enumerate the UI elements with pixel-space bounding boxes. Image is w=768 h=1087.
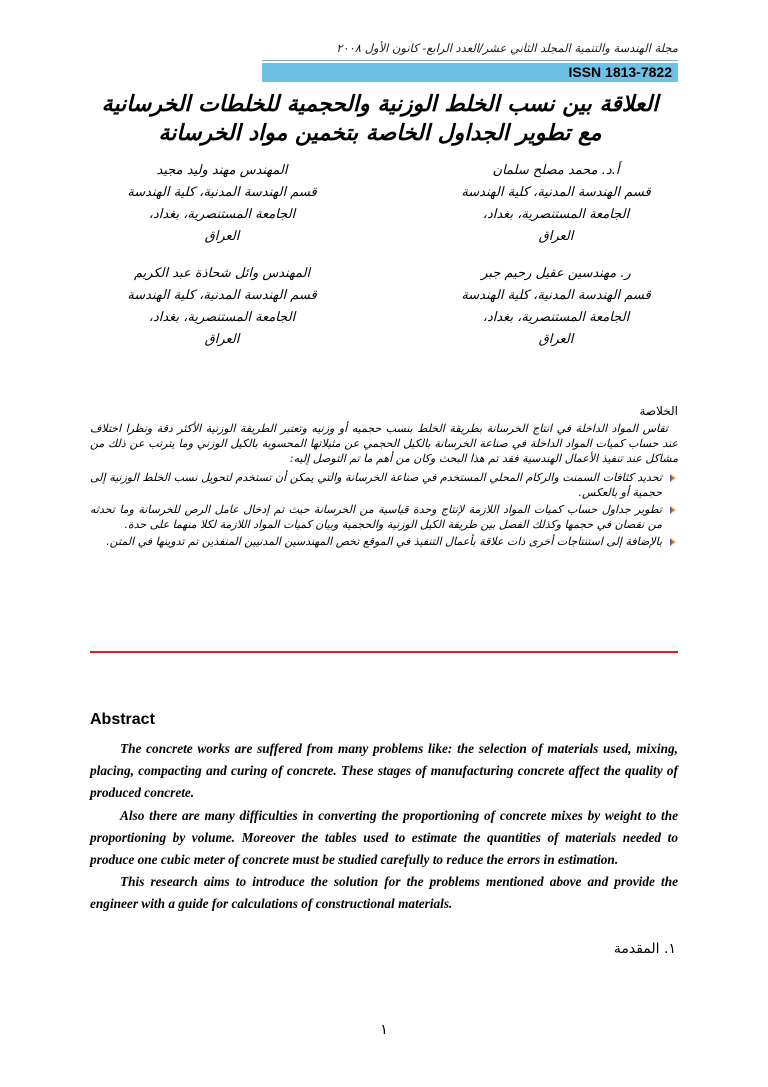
abstract-paragraph: Also there are many difficulties in converting the proportioning of concrete mixes by weight to the proportioning by volume. Moreover the tables used to estimate the quantities of materials needed to produce one cubic meter of concrete must be studied carefully to reduce the errors in estimation. (90, 807, 678, 868)
author-university: الجامعة المستنصرية، بغداد، (482, 207, 630, 222)
abstract-heading: Abstract (90, 711, 155, 728)
issn-number: ISSN 1813-7822 (568, 64, 672, 80)
author-department: قسم الهندسة المدنية، كلية الهندسة (461, 185, 651, 200)
arrow-bullet-icon (668, 473, 678, 483)
introduction-heading: ١. المقدمة (613, 941, 676, 957)
author-name: ر. مهندسين عقيل رحيم جبر (481, 266, 631, 281)
summary-paragraph (90, 421, 678, 467)
arrow-bullet-icon (668, 537, 678, 547)
author-university: الجامعة المستنصرية، بغداد، (148, 207, 296, 222)
author-department: قسم الهندسة المدنية، كلية الهندسة (127, 185, 317, 200)
list-item (90, 470, 678, 501)
abstract-body (90, 738, 678, 916)
paper-title-line-2: مع تطوير الجداول الخاصة بتخمين مواد الخرسانة (158, 120, 602, 146)
arrow-bullet-icon (668, 505, 678, 515)
author-country: العراق (204, 332, 240, 347)
issn-bar (262, 63, 678, 82)
author-name: المهندس مهند وليد مجيد (156, 163, 288, 178)
list-item (90, 502, 678, 533)
abstract-paragraph: The concrete works are suffered from many problems like: the selection of materials used, mixing, placing, compacting and curing of concrete. These stages of manufacturing concrete affect the quality of produced concrete. (90, 741, 678, 801)
author-department: قسم الهندسة المدنية، كلية الهندسة (461, 288, 651, 303)
summary-heading: الخلاصة (639, 404, 678, 418)
author-name: أ.د. محمد مصلح سلمان (492, 163, 620, 178)
bullet-text: بالإضافة إلى استنتاجات أخرى ذات علاقة بأعمال التنفيذ في الموقع تخص المهندسين المدنيين المنفذين تم تدوينها في المتن. (106, 534, 662, 548)
author-block-1 (406, 160, 706, 248)
author-name: المهندس وائل شحاذة عبد الكريم (133, 266, 311, 281)
page-number: ١ (380, 1022, 388, 1038)
author-country: العراق (538, 229, 574, 244)
bullet-text: تطوير جداول حساب كميات المواد اللازمة لإنتاج وحدة قياسية من الخرسانة حيث تم إدخال عامل الرص للخرسانة وما تحدثه من نقصان في حجمها وكذلك الفصل بين طريقة الكيل الوزنية والحجمية وبيان كميات المواد اللازمة لكلا منهما على حدة. (90, 502, 662, 532)
author-block-3 (406, 263, 706, 351)
author-university: الجامعة المستنصرية، بغداد، (482, 310, 630, 325)
author-university: الجامعة المستنصرية، بغداد، (148, 310, 296, 325)
section-divider (90, 651, 678, 653)
author-department: قسم الهندسة المدنية، كلية الهندسة (127, 288, 317, 303)
summary-bullet-list (90, 470, 678, 550)
journal-citation: مجلة الهندسة والتنمية المجلد الثاني عشر/العدد الرابع- كانون الأول ٢٠٠٨ (336, 41, 678, 55)
bullet-text: تحديد كثافات السمنت والركام المحلي المستخدم في صناعة الخرسانة والتي يمكن أن تستخدم لتحويل نسب الخلط الوزنية إلى حجمية أو بالعكس. (90, 471, 662, 500)
list-item (90, 534, 678, 549)
abstract-paragraph: This research aims to introduce the solution for the problems mentioned above and provide the engineer with a guide for calculations of constructional materials. (90, 874, 678, 912)
author-block-2 (72, 160, 372, 248)
paper-title-line-1: العلاقة بين نسب الخلط الوزنية والحجمية للخلطات الخرسانية (101, 91, 659, 117)
header-divider (262, 60, 678, 61)
author-block-4 (72, 263, 372, 351)
author-country: العراق (204, 229, 240, 244)
summary-text: تقاس المواد الداخلة في انتاج الخرسانة بطريقة الخلط بنسب حجميه أو وزنيه وتعتبر الطريقة الوزنية الأكثر دقة ونظرا اختلاف عند حساب كميات المواد الداخلة في صناعة الخرسانة بالكيل الحجمي عن مثيلاتها المحسوبة بالكيل الوزني وما يترتب عن ذلك من مشاكل عند تنفيذ الأعمال الهندسية فقد تم هذا البحث وكان من أهم ما تم التوصل إليه: (90, 422, 678, 466)
author-country: العراق (538, 332, 574, 347)
